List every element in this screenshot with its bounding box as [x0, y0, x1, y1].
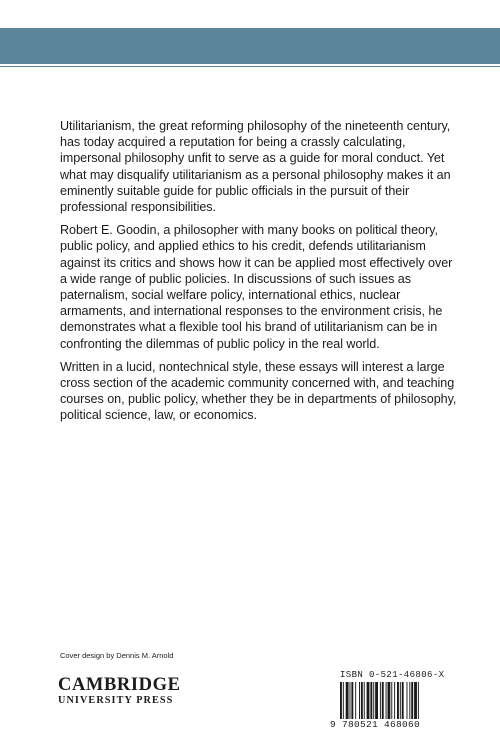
- blurb-paragraph-2: Robert E. Goodin, a philosopher with many books on political theory, public policy, and applied ethics to his credit, defends utilitarianism against its critics and shows how it can be applied most effectively over a wide range of public policies. In discussions of such issues as paternalism, social welfare policy, international ethics, nuclear armaments, and international responses to the environment crisis, he demonstrates what a flexible tool his brand of utilitarianism can be in confronting the dilemmas of public policy in the real world.: [60, 223, 453, 351]
- publisher-name: CAMBRIDGE: [58, 675, 181, 695]
- publisher-logo: [58, 675, 181, 707]
- top-color-band: [0, 28, 500, 64]
- cover-design-credit: Cover design by Dennis M. Arnold: [60, 651, 174, 660]
- barcode-digits: 9 780521 468060: [330, 719, 446, 731]
- blurb-paragraph-1: Utilitarianism, the great reforming philosophy of the nineteenth century, has today acquired a reputation for being a crassly calculating, impersonal philosophy unfit to serve as a guide for moral conduct. Yet what may disqualify utilitarianism as a personal philosophy makes it an eminently suitable guide for public officials in the pursuit of their professional responsibilities.: [60, 119, 451, 215]
- publisher-subname: UNIVERSITY PRESS: [58, 695, 174, 706]
- isbn-label: ISBN 0-521-46806-X: [340, 670, 445, 680]
- back-cover-blurb: [60, 118, 462, 431]
- top-rule-line: [0, 66, 500, 67]
- barcode: [330, 682, 446, 734]
- blurb-paragraph-3: Written in a lucid, nontechnical style, these essays will interest a large cross section of the academic community concerned with, and teaching courses on, public policy, whether they be in departments of philosophy, political science, law, or economics.: [60, 359, 457, 423]
